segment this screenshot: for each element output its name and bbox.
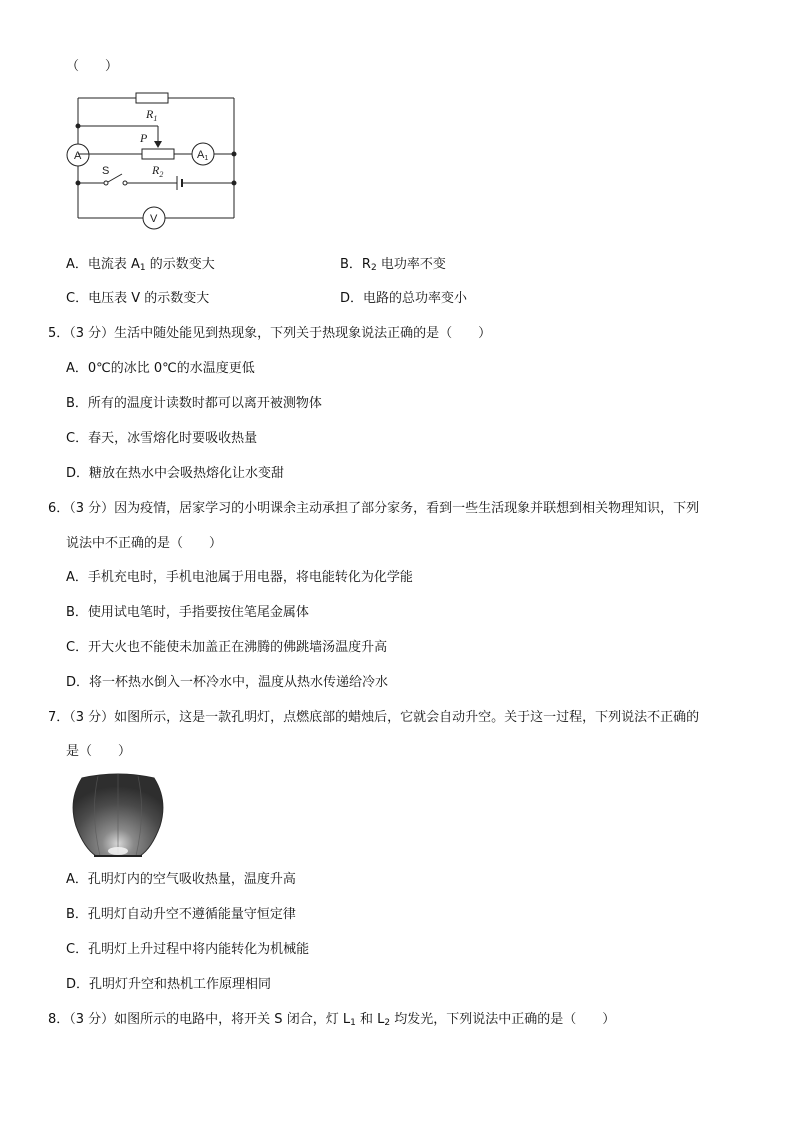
q7-stem-line2: 是（ ） [66,744,132,759]
q5-stem: 5．（3 分）生活中随处能见到热现象，下列关于热现象说法正确的是（ ） [48,326,492,341]
switch-contact-1 [104,181,108,185]
a1-label: A1 [197,149,209,162]
q6-option-c: C．开大火也不能使未加盖正在沸腾的佛跳墙汤温度升高 [66,640,388,655]
junction-dot [76,124,80,128]
switch-lever [108,174,122,182]
q7-stem-line1: 7．（3 分）如图所示，这是一款孔明灯，点燃底部的蜡烛后，它就会自动升空。关于这一过程，下列说法不正确的 [48,710,700,725]
q6-option-b: B．使用试电笔时，手指要按住笔尾金属体 [66,605,309,620]
q7-option-a: A．孔明灯内的空气吸收热量，温度升高 [66,872,296,887]
q7-option-b: B．孔明灯自动升空不遵循能量守恒定律 [66,907,296,922]
a-label: A [74,150,82,162]
slider-arrowhead [154,141,162,148]
r2-label: $R_2$ [152,163,164,179]
q7-option-d: D．孔明灯升空和热机工作原理相同 [66,977,272,992]
switch-contact-2 [123,181,127,185]
q5-option-c: C．春天，冰雪熔化时要吸收热量 [66,431,258,446]
q5-option-b: B．所有的温度计读数时都可以离开被测物体 [66,396,322,411]
junction-dot [232,152,236,156]
q4-option-a: A．电流表 $A_1$ 的示数变大 [66,257,215,273]
p-label: P [140,131,148,145]
q5-option-a: A．0℃的冰比 0℃的水温度更低 [66,361,255,376]
q7-option-c: C．孔明灯上升过程中将内能转化为机械能 [66,942,310,957]
q6-option-d: D．将一杯热水倒入一杯冷水中，温度从热水传递给冷水 [66,675,389,690]
resistor-r1 [136,93,168,103]
candle-glow [108,847,128,855]
junction-dot [76,181,80,185]
s-label: S [102,165,110,177]
junction-dot [232,181,236,185]
q4-stem-tail: （ ） [66,59,119,74]
r1-label: $R_1$ [146,107,158,123]
q6-stem-line2: 说法中不正确的是（ ） [66,536,223,551]
q6-option-a: A．手机充电时，手机电池属于用电器，将电能转化为化学能 [66,570,413,585]
q8-stem: 8．（3 分）如图所示的电路中，将开关 S 闭合，灯 $L_1$ 和 $L_2$ 均发光，下列说法中正确的是（ ） [48,1012,616,1028]
sky-lantern-image [68,772,168,860]
q6-stem-line1: 6．（3 分）因为疫情，居家学习的小明课余主动承担了部分家务，看到一些生活现象并联想到相关物理知识，下列 [48,501,700,516]
resistor-r2 [142,149,174,159]
q4-option-b: B．$R_2$ 电功率不变 [340,257,446,273]
circuit-diagram [60,88,246,230]
q4-option-d: D．电路的总功率变小 [340,291,468,306]
q4-option-c: C．电压表 V 的示数变大 [66,291,210,306]
v-label: V [150,213,158,225]
q5-option-d: D．糖放在热水中会吸热熔化让水变甜 [66,466,285,481]
